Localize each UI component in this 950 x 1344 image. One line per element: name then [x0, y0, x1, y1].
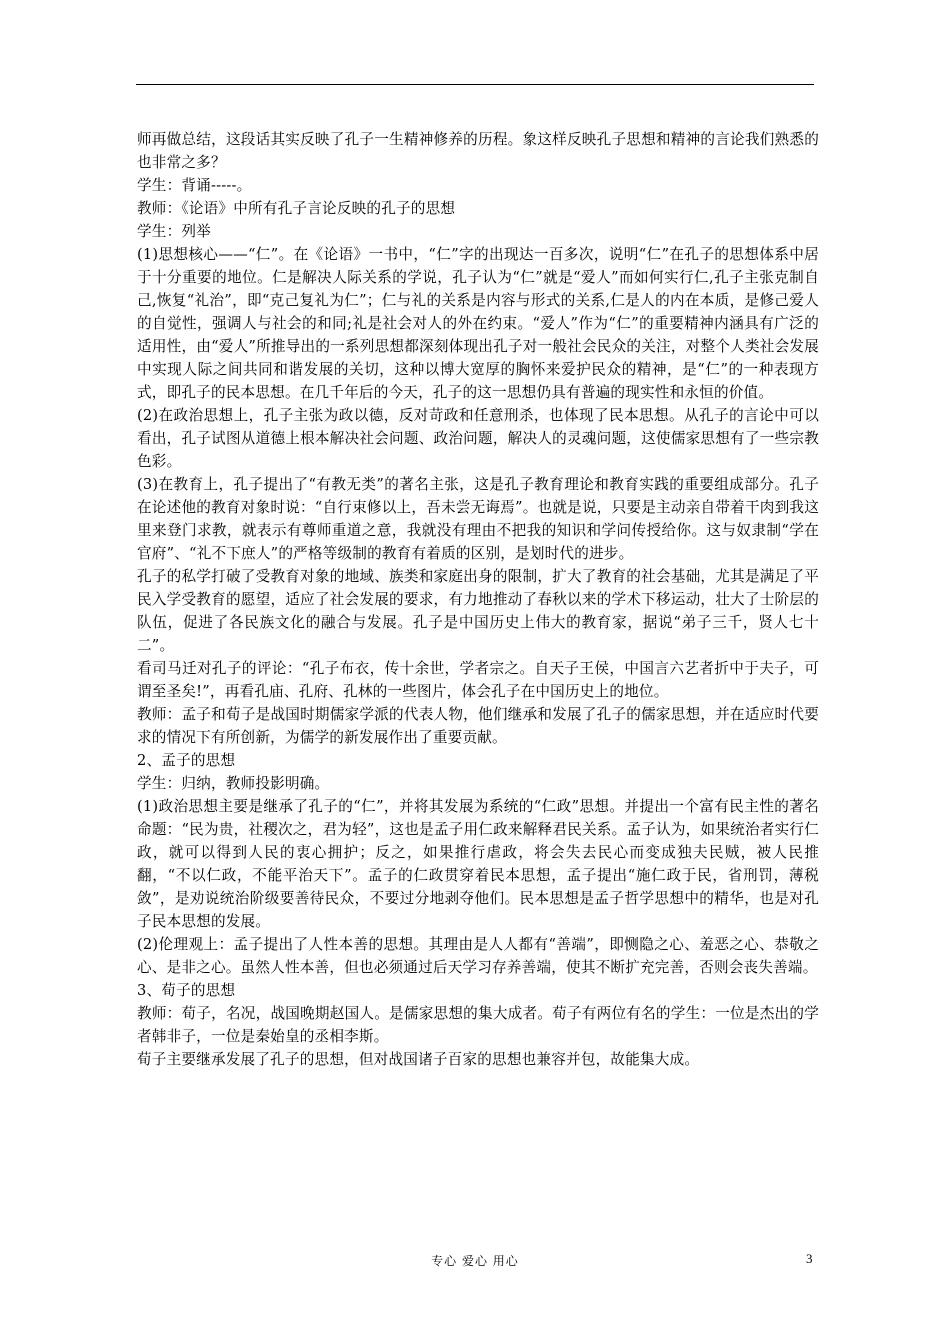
document-body [137, 128, 819, 1071]
paragraph: 荀子主要继承发展了孔子的思想，但对战国诸子百家的思想也兼容并包，故能集大成。 [137, 1051, 700, 1068]
section-heading: 2、孟子的思想 [137, 752, 236, 769]
paragraph: 学生：列举 [137, 223, 211, 240]
footer-slogan: 专心 爱心 用心 [431, 1254, 519, 1268]
paragraph: 学生：归纳，教师投影明确。 [137, 775, 330, 792]
paragraph: 教师：《论语》中所有孔子言论反映的孔子的思想 [137, 200, 456, 217]
paragraph: 师再做总结，这段话其实反映了孔子一生精神修养的历程。象这样反映孔子思想和精神的言论我们熟悉的也非常之多？ [137, 131, 819, 171]
paragraph: (2)伦理观上：孟子提出了人性本善的思想。其理由是人人都有“善端”，即恻隐之心、羞恶之心、恭敬之心、是非之心。虽然人性本善，但也必须通过后天学习存养善端，使其不断扩充完善，否则会丧失善端。 [137, 936, 819, 976]
paragraph: (2)在政治思想上，孔子主张为政以德，反对苛政和任意刑杀，也体现了民本思想。从孔子的言论中可以看出，孔子试图从道德上根本解决社会问题、政治问题，解决人的灵魂问题，这使儒家思想有了一些宗教色彩。 [137, 407, 819, 470]
section-heading: 3、荀子的思想 [137, 982, 236, 999]
paragraph: (3)在教育上，孔子提出了“有教无类”的著名主张，这是孔子教育理论和教育实践的重要组成部分。孔子在论述他的教育对象时说：“自行束修以上，吾未尝无诲焉”。也就是说，只要是主动亲自带着干肉到我这里来登门求教，就表示有尊师重道之意，我就没有理由不把我的知识和学问传授给你。这与奴隶制“学在官府”、“礼不下庶人”的严格等级制的教育有着质的区别，是划时代的进步。 [137, 476, 819, 562]
header-rule [136, 84, 814, 85]
paragraph: 教师：孟子和荀子是战国时期儒家学派的代表人物，他们继承和发展了孔子的儒家思想，并在适应时代要求的情况下有所创新，为儒学的新发展作出了重要贡献。 [137, 706, 819, 746]
paragraph: (1)思想核心——“仁”。在《论语》一书中，“仁”字的出现达一百多次，说明“仁”在孔子的思想体系中居于十分重要的地位。仁是解决人际关系的学说，孔子认为“仁”就是“爱人”而如何实行仁,孔子主张克制自己,恢复“礼治”，即“克己复礼为仁”；仁与礼的关系是内容与形式的关系,仁是人的内在本质，是修己爱人的自觉性，强调人与社会的和同;礼是社会对人的外在约束。“爱人”作为“仁”的重要精神内涵具有广泛的适用性，由“爱人”所推导出的一系列思想都深刻体现出孔子对一般社会民众的关注，对整个人类社会发展中实现人际之间共同和谐发展的关切，这种以博大宽厚的胸怀来爱护民众的精神，是“仁”的一种表现方式，即孔子的民本思想。在几千年后的今天，孔子的这一思想仍具有普遍的现实性和永恒的价值。 [137, 246, 819, 401]
paragraph: (1)政治思想主要是继承了孔子的“仁”，并将其发展为系统的“仁政”思想。并提出一个富有民主性的著名命题：“民为贵，社稷次之，君为轻”，这也是孟子用仁政来解释君民关系。孟子认为，如果统治者实行仁政，就可以得到人民的衷心拥护；反之，如果推行虐政，将会失去民心而变成独夫民贼，被人民推翻，“不以仁政，不能平治天下”。孟子的仁政贯穿着民本思想，孟子提出“施仁政于民，省刑罚，薄税敛”，是劝说统治阶级要善待民众，不要过分地剥夺他们。民本思想是孟子哲学思想中的精华，也是对孔子民本思想的发展。 [137, 798, 819, 930]
paragraph: 看司马迁对孔子的评论：“孔子布衣，传十余世，学者宗之。自天子王侯，中国言六艺者折中于夫子，可谓至圣矣!”，再看孔庙、孔府、孔林的一些图片，体会孔子在中国历史上的地位。 [137, 660, 819, 700]
paragraph: 教师：荀子，名况，战国晚期赵国人。是儒家思想的集大成者。荀子有两位有名的学生：一位是杰出的学者韩非子，一位是秦始皇的丞相李斯。 [137, 1005, 819, 1045]
paragraph: 孔子的私学打破了受教育对象的地域、族类和家庭出身的限制，扩大了教育的社会基础，尤其是满足了平民入学受教育的愿望，适应了社会发展的要求，有力地推动了春秋以来的学术下移运动，壮大了士阶层的队伍，促进了各民族文化的融合与发展。孔子是中国历史上伟大的教育家，据说“弟子三千，贤人七十二”。 [137, 568, 819, 654]
paragraph: 学生：背诵-----。 [137, 177, 252, 194]
page-number: 3 [806, 1251, 813, 1266]
